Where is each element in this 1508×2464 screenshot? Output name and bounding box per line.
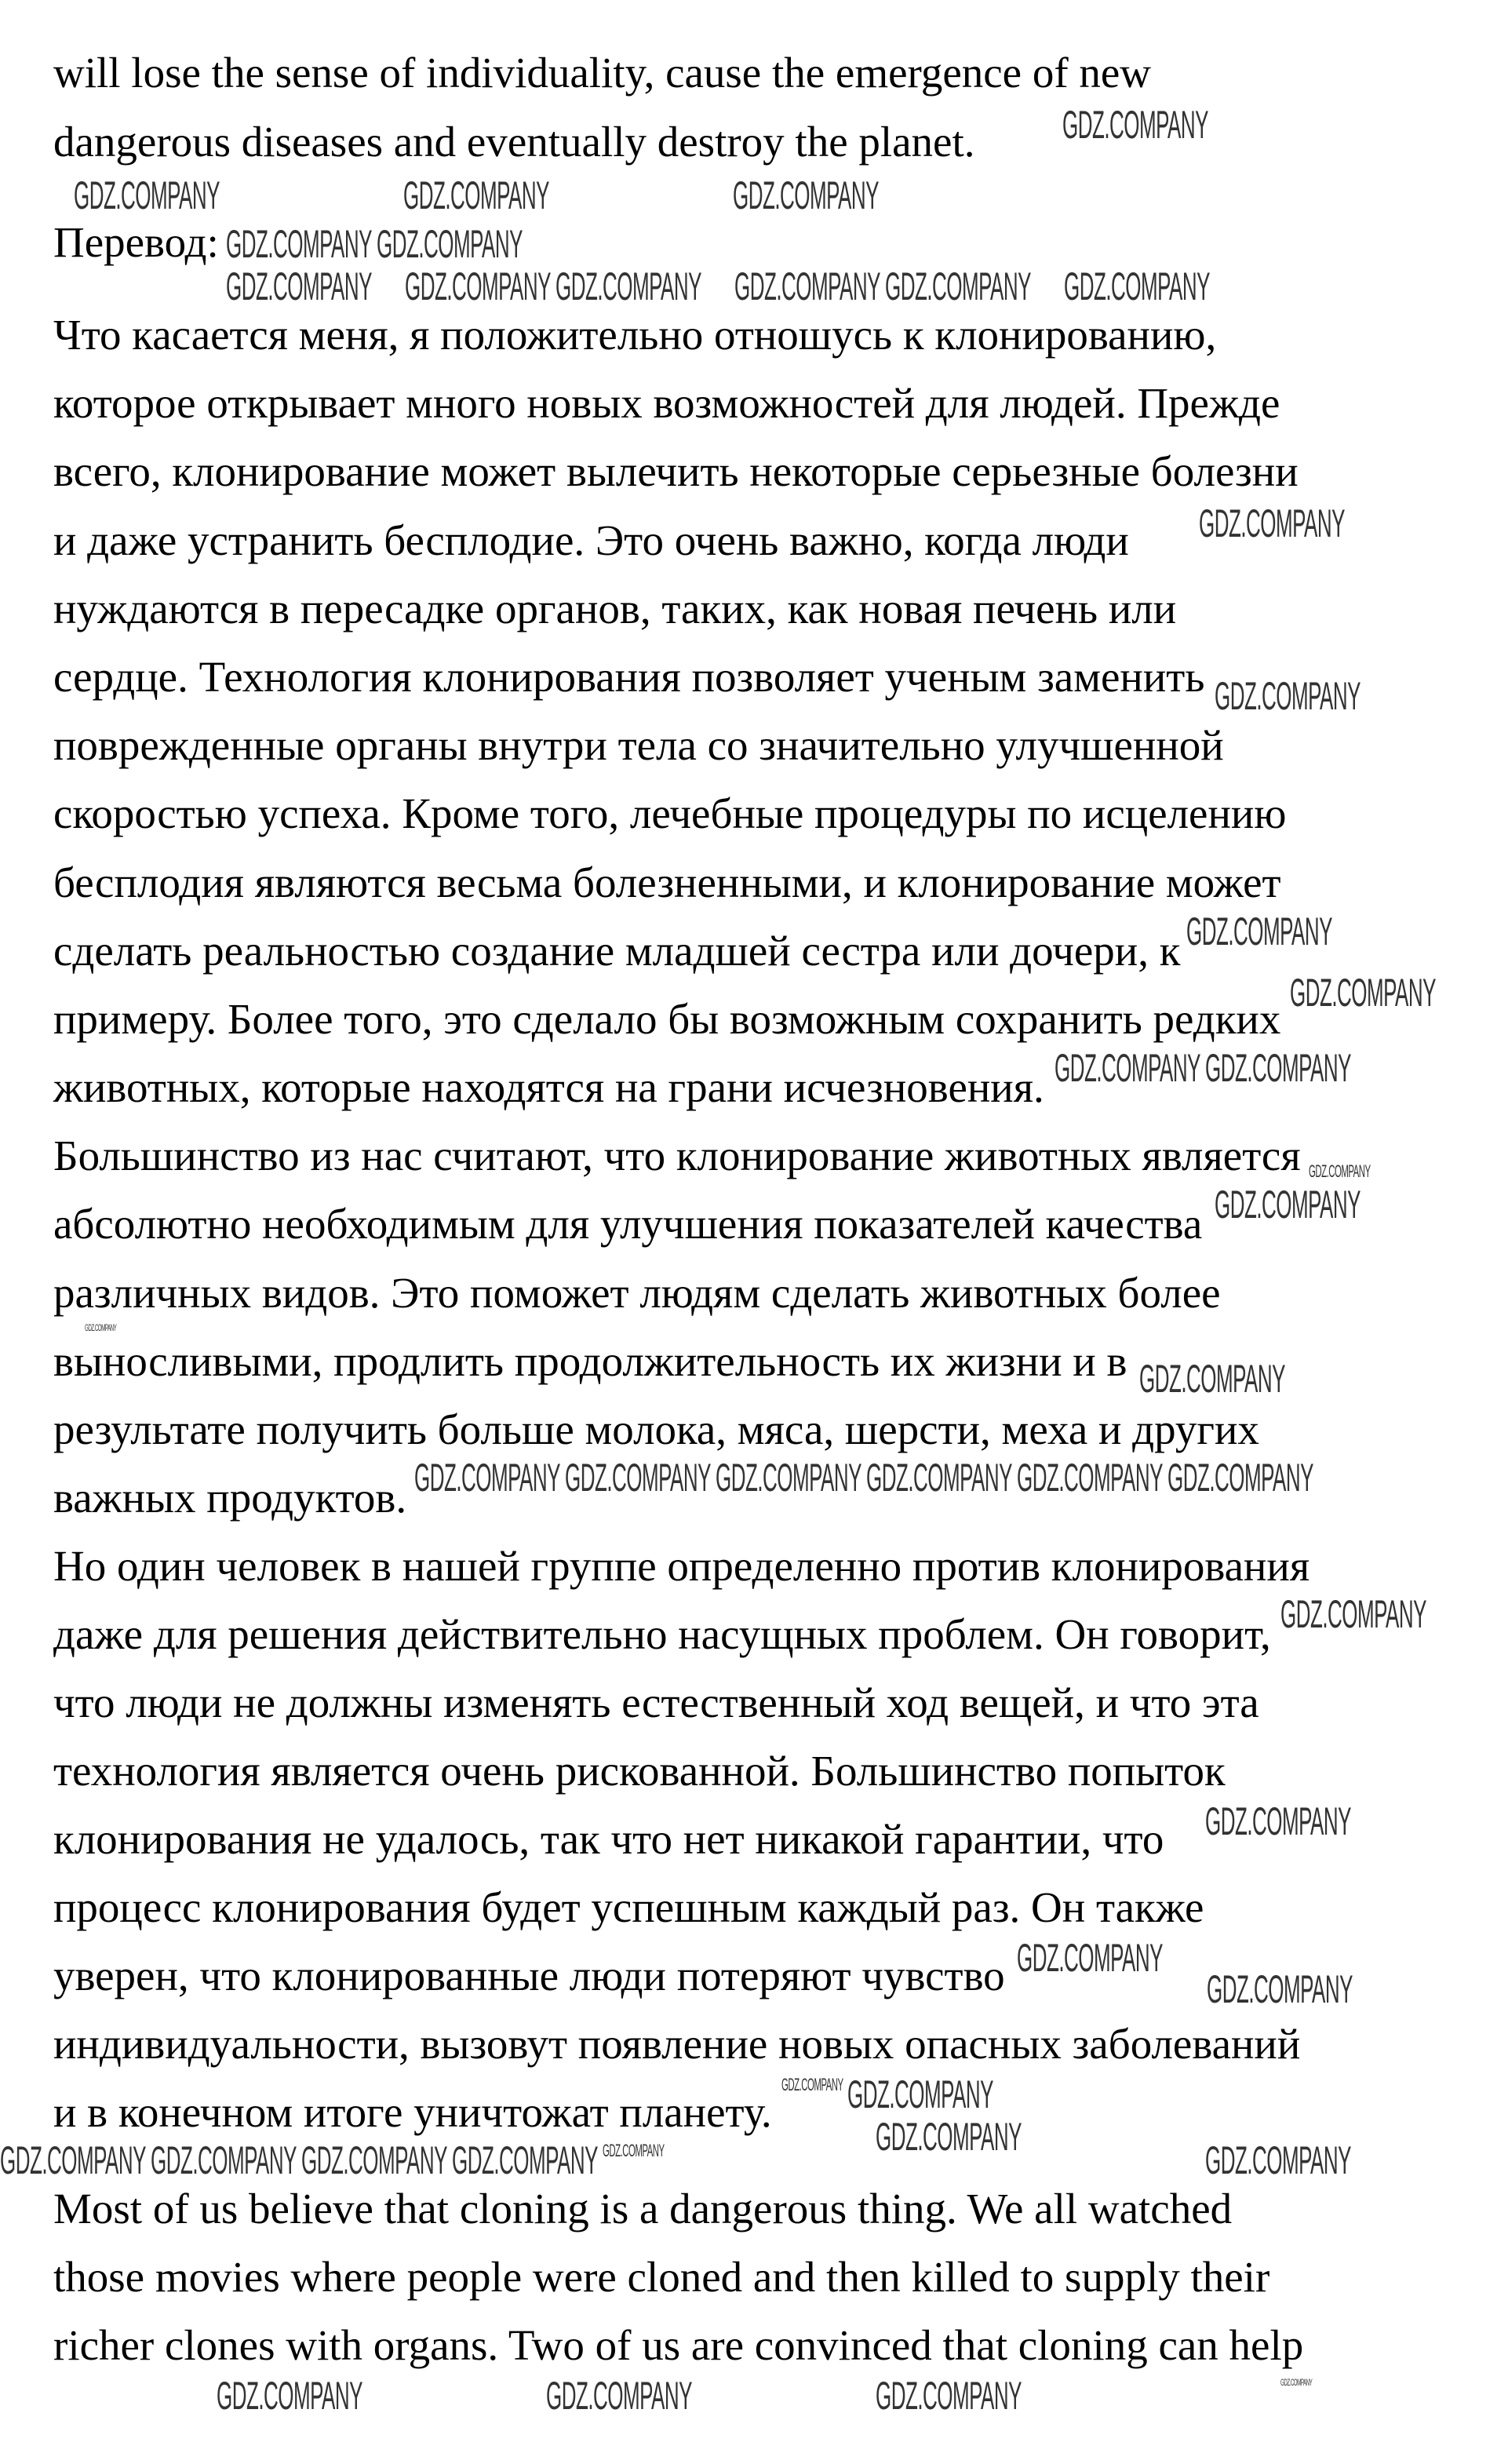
watermark: GDZ.COMPANY <box>403 173 549 217</box>
section-heading: Перевод: <box>53 218 219 266</box>
watermark: GDZ.COMPANY <box>781 2075 843 2094</box>
text-line: процесс клонирования будет успешным каждый раз. Он также <box>53 1883 1204 1931</box>
watermark: GDZ.COMPANY <box>377 222 523 266</box>
text-line: скоростью успеха. Кроме того, лечебные процедуры по исцелению <box>53 789 1287 837</box>
watermark: GDZ.COMPANY <box>1139 1357 1285 1401</box>
watermark: GDZ.COMPANY <box>734 264 880 308</box>
watermark: GDZ.COMPANY <box>876 2115 1022 2159</box>
text-line: will lose the sense of individuality, cause the emergence of new <box>53 49 1152 97</box>
text-line: важных продуктов. <box>53 1474 407 1522</box>
watermark: GDZ.COMPANY <box>866 1456 1012 1500</box>
text-line: и даже устранить бесплодие. Это очень важно, когда люди <box>53 516 1129 564</box>
text-line: клонирования не удалось, так что нет никакой гарантии, что <box>53 1815 1164 1863</box>
watermark: GDZ.COMPANY <box>85 1322 117 1333</box>
text-line: richer clones with organs. Two of us are convinced that cloning can help <box>53 2321 1304 2369</box>
text-line: что люди не должны изменять естественный ход вещей, и что эта <box>53 1679 1259 1726</box>
text-line: уверен, что клонированные люди потеряют чувство <box>53 1952 1005 1999</box>
text-line: технология является очень рискованной. Большинство попыток <box>53 1747 1226 1795</box>
watermark: GDZ.COMPANY <box>226 222 372 266</box>
text-line: Большинство из нас считают, что клонирование животных является <box>53 1132 1301 1179</box>
watermark: GDZ.COMPANY <box>546 2374 692 2418</box>
watermark: GDZ.COMPANY <box>1017 1936 1163 1980</box>
text-line: животных, которые находятся на грани исчезновения. <box>53 1063 1044 1111</box>
watermark: GDZ.COMPANY <box>847 2072 993 2116</box>
watermark: GDZ.COMPANY <box>1199 501 1345 545</box>
watermark: GDZ.COMPANY <box>1205 2138 1351 2182</box>
watermark: GDZ.COMPANY <box>1205 1799 1351 1843</box>
text-line: индивидуальности, вызовут появление новых опасных заболеваний <box>53 2020 1301 2068</box>
watermark: GDZ.COMPANY <box>716 1456 861 1500</box>
watermark: GDZ.COMPANY <box>452 2138 598 2182</box>
watermark: GDZ.COMPANY <box>876 2374 1022 2418</box>
text-line: абсолютно необходимым для улучшения показателей качества <box>53 1200 1203 1248</box>
watermark: GDZ.COMPANY <box>74 173 220 217</box>
text-line: выносливыми, продлить продолжительность их жизни и в <box>53 1337 1127 1385</box>
watermark: GDZ.COMPANY <box>301 2138 447 2182</box>
watermark: GDZ.COMPANY <box>1290 971 1436 1015</box>
text-line: даже для решения действительно насущных проблем. Он говорит, <box>53 1610 1271 1658</box>
watermark: GDZ.COMPANY <box>405 264 551 308</box>
text-line: сердце. Технология клонирования позволяет ученым заменить <box>53 653 1205 701</box>
watermark: GDZ.COMPANY <box>1017 1456 1163 1500</box>
watermark: GDZ.COMPANY <box>217 2374 362 2418</box>
text-line: Но один человек в нашей группе определенно против клонирования <box>53 1542 1310 1590</box>
watermark: GDZ.COMPANY <box>226 264 372 308</box>
text-line: которое открывает много новых возможностей для людей. Прежде <box>53 379 1280 427</box>
watermark: GDZ.COMPANY <box>1215 674 1360 718</box>
text-line: и в конечном итоге уничтожат планету. <box>53 2088 772 2136</box>
text-line: всего, клонирование может вылечить некоторые серьезные болезни <box>53 447 1299 495</box>
watermark: GDZ.COMPANY <box>1309 1161 1371 1181</box>
watermark: GDZ.COMPANY <box>1186 909 1332 953</box>
watermark: GDZ.COMPANY <box>1064 264 1210 308</box>
watermark: GDZ.COMPANY <box>151 2138 297 2182</box>
text-line: Most of us believe that cloning is a dangerous thing. We all watched <box>53 2185 1233 2233</box>
text-line: сделать реальностью создание младшей сестра или дочери, к <box>53 927 1181 975</box>
watermark: GDZ.COMPANY <box>885 264 1031 308</box>
watermark: GDZ.COMPANY <box>565 1456 711 1500</box>
watermark: GDZ.COMPANY <box>1055 1046 1200 1090</box>
text-line: Что касается меня, я положительно отношусь к клонированию, <box>53 311 1217 359</box>
text-line: результате получить больше молока, мяса, шерсти, меха и других <box>53 1405 1259 1453</box>
watermark: GDZ.COMPANY <box>733 173 879 217</box>
text-line: поврежденные органы внутри тела со значительно улучшенной <box>53 721 1224 769</box>
text-line: различных видов. Это поможет людям сделать животных более <box>53 1269 1221 1317</box>
watermark: GDZ.COMPANY <box>1280 1592 1426 1636</box>
watermark: GDZ.COMPANY <box>1205 1046 1351 1090</box>
text-line: нуждаются в пересадке органов, таких, как новая печень или <box>53 585 1177 632</box>
watermark: GDZ.COMPANY <box>1167 1456 1313 1500</box>
text-line: dangerous diseases and eventually destroy the planet. <box>53 118 975 166</box>
watermark: GDZ.COMPANY <box>1215 1183 1360 1227</box>
watermark: GDZ.COMPANY <box>1280 2377 1313 2388</box>
watermark: GDZ.COMPANY <box>1207 1967 1353 2011</box>
text-line: those movies where people were cloned and then killed to supply their <box>53 2253 1270 2301</box>
watermark: GDZ.COMPANY <box>603 2141 665 2160</box>
watermark: GDZ.COMPANY <box>414 1456 560 1500</box>
text-line: бесплодия являются весьма болезненными, и клонирование может <box>53 858 1281 906</box>
text-line: примеру. Более того, это сделало бы возможным сохранить редких <box>53 995 1281 1043</box>
watermark: GDZ.COMPANY <box>555 264 701 308</box>
watermark: GDZ.COMPANY <box>1062 103 1208 147</box>
watermark: GDZ.COMPANY <box>0 2138 146 2182</box>
